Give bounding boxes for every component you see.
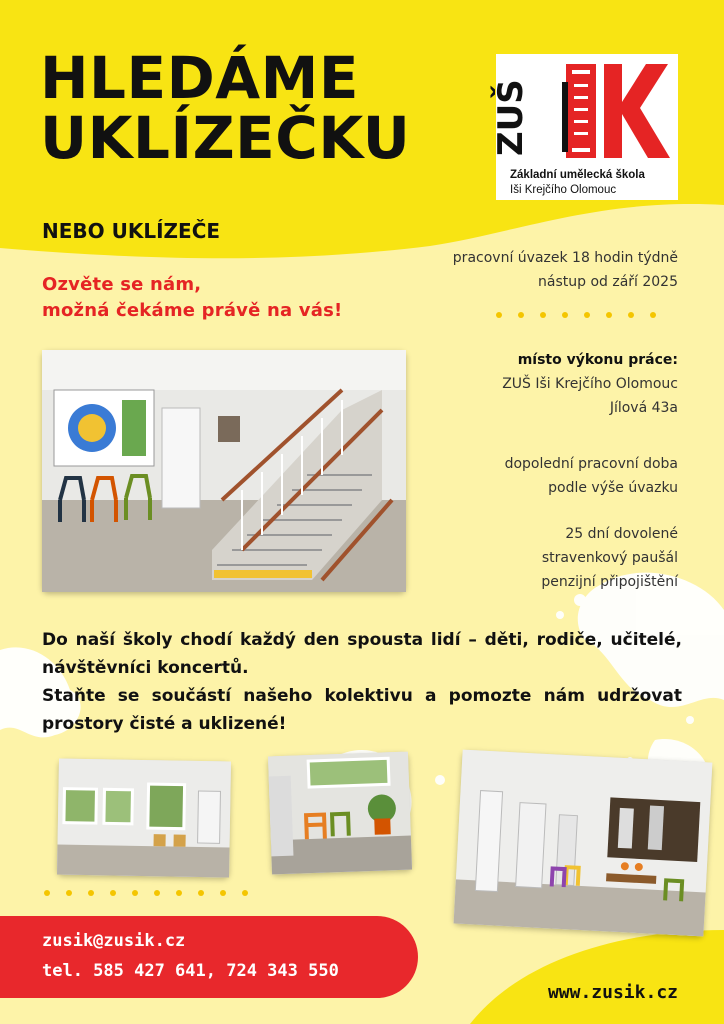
title-line-2: UKLÍZEČKU (40, 104, 411, 172)
benefits-info (541, 522, 678, 594)
logo-mark-icon (491, 54, 678, 200)
tagline (42, 272, 342, 324)
logo-line-2: Iši Krejčího Olomouc (510, 184, 617, 196)
hours-line-1: dopolední pracovní doba (504, 456, 678, 472)
place-label: místo výkonu práce: (517, 352, 678, 368)
subtitle: NEBO UKLÍZEČE (42, 219, 221, 243)
job-line-1: pracovní úvazek 18 hodin týdně (452, 250, 678, 266)
staircase-photo (42, 350, 406, 592)
website-link[interactable]: www.zusik.cz (547, 982, 678, 1003)
body-paragraph-2: Staňte se součástí našeho kolektivu a pomozte nám udržovat prostory čisté a uklizené! (42, 686, 682, 734)
hallway-photo (454, 750, 713, 937)
body-paragraph-1: Do naší školy chodí každý den spousta lidí – děti, rodiče, učitelé, návštěvníci koncertů. (42, 630, 682, 678)
hours-info (505, 452, 678, 500)
place-line-1: ZUŠ Iši Krejčího Olomouc (502, 376, 678, 392)
contact-info (42, 926, 339, 986)
job-info (453, 246, 678, 294)
corridor-photo (57, 759, 231, 878)
contact-email[interactable]: zusik@zusik.cz (42, 931, 186, 951)
title-line-1: HLEDÁME (40, 44, 359, 112)
benefit-2: stravenkový paušál (541, 550, 678, 566)
page-title (40, 44, 411, 172)
hours-line-2: podle výše úvazku (548, 480, 678, 496)
tagline-line-2: možná čekáme právě na vás! (42, 300, 343, 321)
logo-line-1: Základní umělecká škola (510, 169, 645, 181)
tagline-line-1: Ozvěte se nám, (42, 274, 202, 295)
school-logo (491, 54, 678, 200)
place-line-2: Jílová 43a (609, 400, 678, 416)
dots-divider-bottom (44, 890, 248, 896)
dots-divider (496, 312, 656, 318)
benefit-1: 25 dní dovolené (565, 526, 678, 542)
job-line-2: nástup od září 2025 (538, 274, 678, 290)
benefit-3: penzijní připojištění (541, 574, 678, 590)
place-info (502, 348, 678, 420)
body-text (42, 626, 682, 738)
lobby-photo (268, 752, 412, 875)
contact-phone[interactable]: tel. 585 427 641, 724 343 550 (42, 961, 339, 981)
logo-mark-left: ZUŠ (491, 79, 531, 156)
